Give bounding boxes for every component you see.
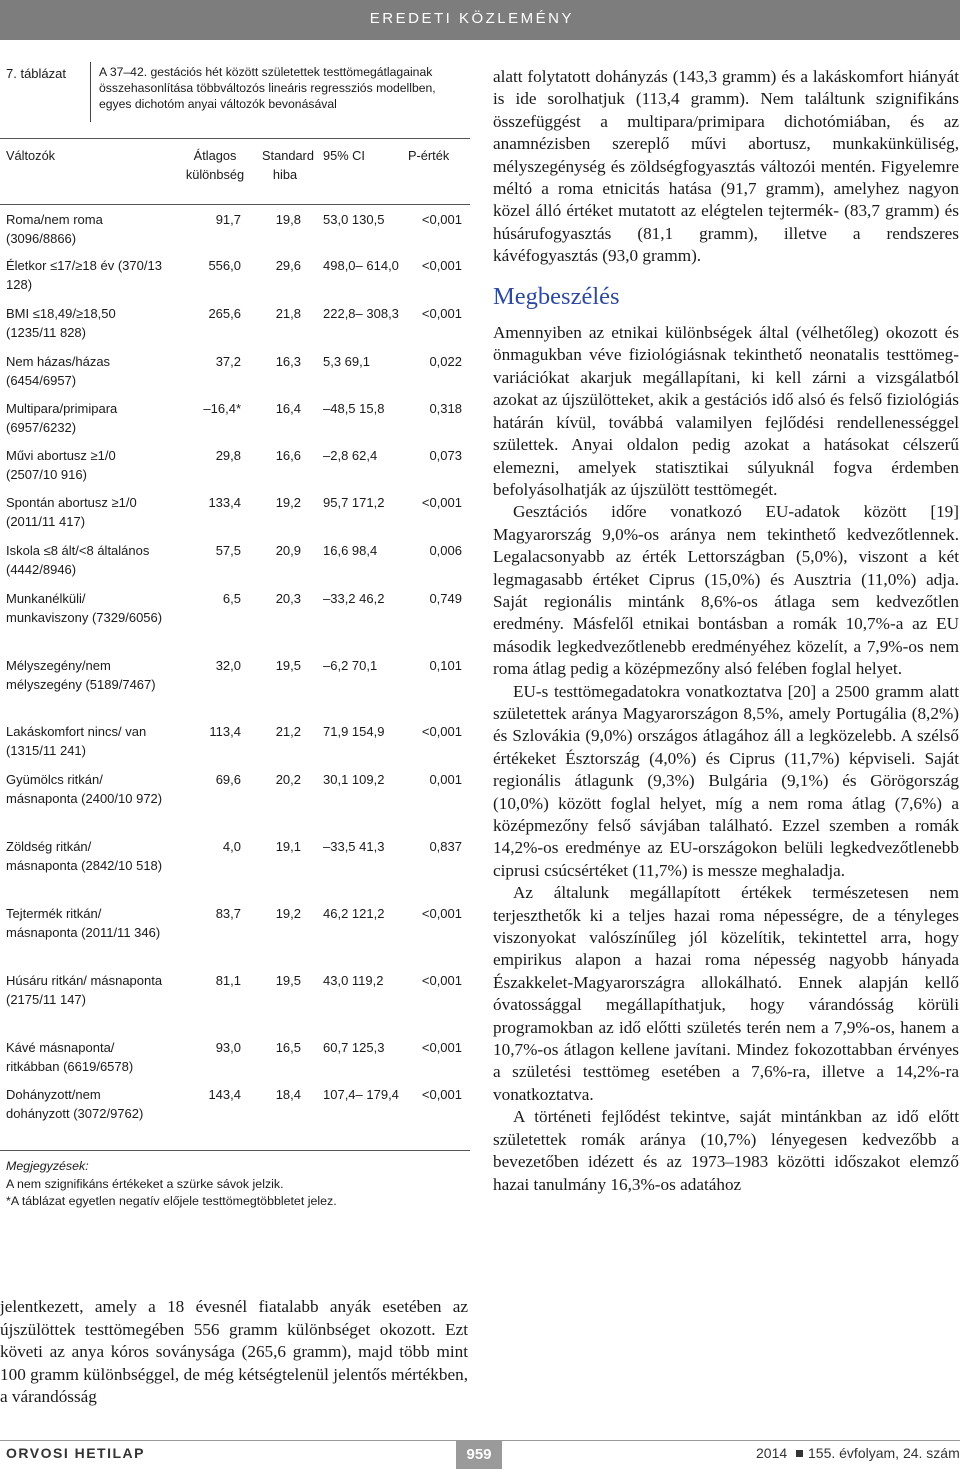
row-variable: Művi abortusz ≥1/0 (2507/10 916) <box>6 448 116 483</box>
left-body-paragraph: jelentkezett, amely a 18 évesnél fiatalabb anyák esetében az újszülöttek testtömegében 556 gramm különbséget okozott. Ezt követi az anya kóros soványsága (265,6 gramm), majd több mint 100 gramm különbséggel, de még kétségtelenül jelentős mértékben, a várandósság <box>0 1297 468 1407</box>
row-standard-error: 16,4 <box>275 401 301 416</box>
row-mean-difference: 143,4 <box>208 1087 241 1102</box>
row-ci: 498,0– 614,0 <box>323 258 399 273</box>
row-mean-difference: 113,4 <box>209 724 241 739</box>
publication-year: 2014 <box>756 1445 788 1461</box>
row-p-value: 0,749 <box>429 591 462 606</box>
header-p-value: P-érték <box>408 148 450 163</box>
row-ci: –33,2 46,2 <box>323 591 385 606</box>
row-variable: Húsáru ritkán/ másnaponta (2175/11 147) <box>6 973 163 1008</box>
row-standard-error: 16,5 <box>275 1040 301 1055</box>
row-p-value: <0,001 <box>421 495 462 510</box>
row-variable: Multipara/primipara (6957/6232) <box>6 401 118 436</box>
discussion-heading: Megbeszélés <box>493 282 620 310</box>
row-standard-error: 19,2 <box>275 495 301 510</box>
row-mean-difference: 93,0 <box>215 1040 241 1055</box>
row-p-value: <0,001 <box>421 1087 462 1102</box>
right-paragraph-6: A történeti fejlődést tekintve, saját mintánkban az idő előtt születettek romák aránya (10,7%) lényegesen kedvezőbb a bevezetőben idézett és az 1973–1983 közötti időszakot elemző hazai tanulmány 16,3%-os adatához <box>493 1107 959 1194</box>
caption-divider <box>90 62 91 122</box>
row-mean-difference: 556,0 <box>208 258 241 273</box>
row-standard-error: 16,6 <box>275 448 301 463</box>
row-p-value: <0,001 <box>421 306 462 321</box>
note-grey-bands: A nem szignifikáns értékeket a szürke sávok jelzik. <box>6 1176 284 1191</box>
row-standard-error: 20,2 <box>275 772 301 787</box>
right-paragraph-1: alatt folytatott dohányzás (143,3 gramm) és a lakáskomfort hiányát is ide sorolhatjuk (113,4 gramm). Nem találtunk szignifikáns összefüggést a multipara/primipara dichotómiában, és az anamnézisben szereplő művi abortusz, munkakünküliség, mélyszegénység és zöldségfogyasztás változói mentén. Figyelemre méltó a roma etnicitás hatása (91,7 gramm), amelyhez nagyon közel álló értéket mutatott az elégtelen tejtermék- (83,7 gramm) és húsárufogyasztás (81,1 gramm), illetve a rendszeres kávéfogyasztás (93,0 gramm). <box>493 67 959 266</box>
row-mean-difference: 265,6 <box>208 306 241 321</box>
row-mean-difference: 32,0 <box>215 658 241 673</box>
table-notes <box>6 1158 476 1211</box>
journal-name: ORVOSI HETILAP <box>6 1445 145 1461</box>
right-column <box>493 66 959 1196</box>
row-standard-error: 19,5 <box>275 973 301 988</box>
row-mean-difference: 91,7 <box>215 212 241 227</box>
row-variable: Spontán abortusz ≥1/0 (2011/11 417) <box>6 495 137 530</box>
row-ci: 60,7 125,3 <box>323 1040 385 1055</box>
row-standard-error: 21,8 <box>275 306 301 321</box>
row-ci: 222,8– 308,3 <box>323 306 399 321</box>
row-mean-difference: 4,0 <box>222 839 241 854</box>
row-standard-error: 29,6 <box>275 258 301 273</box>
row-ci: –48,5 15,8 <box>323 401 385 416</box>
row-standard-error: 20,3 <box>275 591 301 606</box>
row-variable: BMI ≤18,49/≥18,50 (1235/11 828) <box>6 306 116 341</box>
row-variable: Dohányzott/nem dohányzott (3072/9762) <box>6 1087 144 1122</box>
row-standard-error: 20,9 <box>275 543 301 558</box>
row-p-value: 0,837 <box>429 839 462 854</box>
table-header-rule <box>0 204 470 205</box>
row-p-value: <0,001 <box>421 906 462 921</box>
row-standard-error: 16,3 <box>275 354 301 369</box>
row-variable: Munkanélküli/ munkaviszony (7329/6056) <box>6 591 163 626</box>
notes-title: Megjegyzések: <box>6 1159 89 1173</box>
row-mean-difference: 29,8 <box>215 448 241 463</box>
page-number: 959 <box>456 1441 502 1469</box>
table-top-rule <box>0 138 470 139</box>
row-ci: –2,8 62,4 <box>323 448 378 463</box>
header-ci: 95% CI <box>323 148 365 163</box>
row-p-value: <0,001 <box>421 258 462 273</box>
table-label: 7. táblázat <box>6 66 66 81</box>
row-variable: Iskola ≤8 ált/<8 általános (4442/8946) <box>6 543 150 578</box>
row-p-value: 0,022 <box>429 354 462 369</box>
row-p-value: 0,318 <box>429 401 462 416</box>
section-title: EREDETI KÖZLEMÉNY <box>369 10 574 27</box>
row-ci: 95,7 171,2 <box>323 495 385 510</box>
row-ci: 46,2 121,2 <box>323 906 385 921</box>
row-variable: Lakáskomfort nincs/ van (1315/11 241) <box>6 724 147 759</box>
row-mean-difference: 6,5 <box>222 591 241 606</box>
row-standard-error: 19,5 <box>275 658 301 673</box>
header-standard-error: Standard hiba <box>262 148 314 182</box>
table-caption: A 37–42. gestációs hét között születettek testtömegátlagainak összehasonlítása többváltozós lineáris regressziós modellben, egyes dichotóm anyai változók bevonásával <box>99 65 436 111</box>
row-variable: Gyümölcs ritkán/ másnaponta (2400/10 972) <box>6 772 163 807</box>
volume-issue: 155. évfolyam, 24. szám <box>808 1445 960 1461</box>
row-ci: 16,6 98,4 <box>323 543 378 558</box>
table-bottom-rule <box>0 1150 470 1151</box>
row-variable: Tejtermék ritkán/ másnaponta (2011/11 346) <box>6 906 161 941</box>
row-variable: Nem házas/házas (6454/6957) <box>6 354 111 389</box>
row-mean-difference: 37,2 <box>215 354 241 369</box>
row-ci: 53,0 130,5 <box>323 212 385 227</box>
row-variable: Zöldség ritkán/ másnaponta (2842/10 518) <box>6 839 163 874</box>
row-mean-difference: 83,7 <box>215 906 241 921</box>
row-standard-error: 21,2 <box>275 724 301 739</box>
row-mean-difference: 81,1 <box>215 973 241 988</box>
header-variables: Változók <box>6 148 56 163</box>
row-variable: Életkor ≤17/≥18 év (370/13 128) <box>6 258 162 293</box>
square-bullet-icon <box>796 1450 803 1457</box>
right-paragraph-5: Az általunk megállapított értékek természetesen nem terjeszthetők ki a teljes hazai roma népességre, de a tényleges viszonyokat valószínűleg jól közelítik, tekintettel arra, hogy empirikus alapon a hazai roma népesség nagyobb hányada Északkelet-Magyarországra allokálható. Ennek alapján kellő óvatossággal megállapíthatjuk, hogy várandósság körüli programokban az idő előtti születés terén nem a 7,9%-os, hanem a 10,7%-os átlagon kellene javítani. Mindez fokozottabban érvényes a születési testtömeg esetében a 7,6%-ra, illetve a 14,2%-ra vonatkoztatva. <box>493 883 959 1104</box>
row-mean-difference: 69,6 <box>215 772 241 787</box>
row-p-value: 0,073 <box>429 448 462 463</box>
row-standard-error: 19,1 <box>275 839 301 854</box>
row-standard-error: 18,4 <box>275 1087 301 1102</box>
row-variable: Mélyszegény/nem mélyszegény (5189/7467) <box>6 658 156 693</box>
row-ci: –6,2 70,1 <box>323 658 378 673</box>
right-paragraph-3: Gesztációs időre vonatkozó EU-adatok között [19] Magyarország 9,0%-os aránya nem tekinthető kedvezőtlennek. Legalacsonyabb az érték Lettországban (5,0%), viszont a két legmagasabb értéket Ciprus (15,0%) és Ausztria (11,0%) adja. Saját regionális mintánk 8,6%-os átlaga sem kedvezőtlen eredmény. Másfelől etnikai bontásban a romák 10,7%-a az EU második legkedvezőtlenebb eredményéhez közelít, a 7,9%-os nem roma átlag pedig a középmezőny alsó felében foglal helyet. <box>493 502 959 679</box>
note-negative-sign: *A táblázat egyetlen negatív előjele testtömegtöbbletet jelez. <box>6 1194 337 1208</box>
row-p-value: <0,001 <box>421 973 462 988</box>
row-standard-error: 19,8 <box>275 212 301 227</box>
section-header-bar <box>0 0 960 40</box>
row-ci: 30,1 109,2 <box>323 772 385 787</box>
row-mean-difference: 57,5 <box>215 543 241 558</box>
row-ci: 107,4– 179,4 <box>323 1087 399 1102</box>
row-p-value: 0,101 <box>429 658 462 673</box>
row-ci: –33,5 41,3 <box>323 839 385 854</box>
right-paragraph-4: EU-s testtömegadatokra vonatkoztatva [20] a 2500 gramm alatt születettek aránya Magyarországon 8,5%, amely Portugália (8,2%) és Szlovákia (9,0%) országos átlagához áll a legközelebb. A szélső értékeket Észtország (4,0%) és Ciprus (11,7%) képviseli. Saját regionális átlagunk (9,3%) Bulgária (9,1%) és Görögország (10,0%) között foglal helyet, míg a nem roma átlag (7,6%) a középmezőny felső sávjában található. Ezzel szemben a romák 14,2%-os eredménye az EU-országokon belüli legkedvezőtlenebb ciprusi csúcsértéket (11,7%) is messze meghaladja. <box>493 681 959 880</box>
row-mean-difference: –16,4* <box>203 401 241 416</box>
row-p-value: <0,001 <box>421 212 462 227</box>
row-p-value: <0,001 <box>421 724 462 739</box>
row-p-value: <0,001 <box>421 1040 462 1055</box>
row-variable: Kávé másnaponta/ ritkábban (6619/6578) <box>6 1040 134 1075</box>
row-variable: Roma/nem roma (3096/8866) <box>6 212 103 247</box>
row-p-value: 0,001 <box>429 772 462 787</box>
header-mean-difference: Átlagos különbség <box>185 148 245 182</box>
right-paragraph-2: Amennyiben az etnikai különbségek által (vélhetőleg) okozott és önmagukban véve fiziológiásnak tekinthető neonatalis testtömeg-variációkat akarjuk megállapítani, ki kell zárni a vizsgálatból azokat az újszülötteket, akik a gestációs idő alsó és felső fiziológiás határán kívül, továbbá valamilyen fejlődési rendellenességgel születtek. Anyai oldalon pedig azokat a hatásokat célszerű elemezni, amelyek statisztikai súlyuknál fogva érdemben befolyásolhatják az újszülött testtömegét. <box>493 323 959 499</box>
row-ci: 71,9 154,9 <box>323 724 385 739</box>
row-ci: 5,3 69,1 <box>323 354 370 369</box>
row-p-value: 0,006 <box>429 543 462 558</box>
row-ci: 43,0 119,2 <box>323 973 384 988</box>
row-mean-difference: 133,4 <box>208 495 241 510</box>
row-standard-error: 19,2 <box>275 906 301 921</box>
